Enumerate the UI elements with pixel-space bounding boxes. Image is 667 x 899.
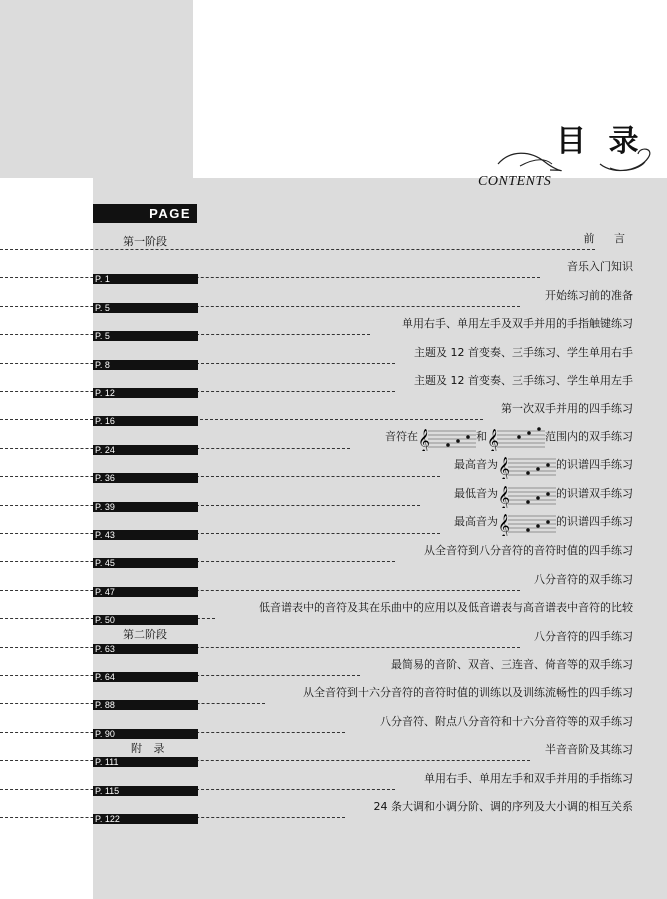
leader-dash-line	[0, 533, 440, 534]
page-column-header: PAGE	[93, 204, 197, 223]
toc-entry[interactable]	[0, 513, 667, 540]
page-number: P. 1	[95, 274, 110, 285]
toc-entry-title: 前 言	[583, 232, 633, 245]
stage-label-2: 第二阶段	[123, 628, 167, 641]
page-number-bar	[93, 303, 198, 313]
toc-entry-title: 单用右手、单用左手及双手并用的手指触键练习	[402, 317, 633, 331]
toc-entry[interactable]	[0, 770, 667, 796]
page-number: P. 24	[95, 444, 115, 455]
page-number: P. 111	[95, 757, 119, 768]
toc-entry-title: 八分音符的双手练习	[534, 572, 633, 586]
toc-entry-title-part: 音符在	[385, 429, 418, 443]
toc-entry[interactable]	[0, 258, 667, 285]
toc-entry-title	[454, 480, 633, 508]
page-number-bar	[93, 473, 198, 483]
page-number-bar	[93, 786, 198, 796]
toc-entry-title: 从全音符到八分音符的音符时值的四手练习	[424, 544, 633, 558]
toc-entry-title: 单用右手、单用左手和双手并用的手指练习	[424, 771, 633, 785]
page-number: P. 12	[95, 388, 115, 398]
page-number: P. 90	[95, 728, 115, 739]
toc-entry[interactable]	[0, 798, 667, 824]
page-number-bar	[93, 388, 198, 398]
page-number-bar	[93, 757, 198, 767]
svg-text:𝄞: 𝄞	[498, 484, 510, 508]
stage-label-appendix: 附 录	[131, 742, 169, 755]
stage-label-1: 第一阶段	[123, 235, 167, 248]
page-number-bar	[93, 615, 198, 625]
toc-entry[interactable]	[0, 713, 667, 739]
toc-entry-title: 主题及 12 首变奏、三手练习、学生单用左手	[414, 374, 633, 387]
page-number-bar	[93, 672, 198, 682]
page-title: 目 录	[556, 124, 645, 159]
page-number: P. 122	[95, 814, 120, 824]
page-number: P. 115	[95, 785, 120, 796]
page-number: P. 63	[95, 643, 115, 654]
page-number-bar	[93, 416, 198, 426]
music-staff-icon	[418, 423, 476, 451]
toc-entry-title: 半音音阶及其练习	[545, 743, 633, 757]
toc-entry-title: 第一次双手并用的四手练习	[501, 402, 633, 416]
page-title-english: CONTENTS	[478, 174, 552, 189]
leader-dash-line	[0, 249, 595, 250]
leader-dash-line	[0, 760, 530, 761]
leader-dash-line	[0, 419, 483, 420]
svg-text:𝄞: 𝄞	[498, 513, 510, 536]
music-staff-icon	[487, 423, 545, 451]
page-number: P. 43	[95, 530, 115, 540]
toc-entry[interactable]	[0, 427, 667, 455]
toc-entry[interactable]	[0, 599, 667, 626]
page-number: P. 16	[95, 416, 115, 427]
page-number: P. 47	[95, 586, 115, 597]
page-number: P. 50	[95, 615, 115, 626]
toc-entry-title-part: 范围内的双手练习	[545, 429, 633, 443]
toc-entry[interactable]	[0, 628, 667, 654]
toc-entry-title: 24 条大调和小调分阶、调的序列及大小调的相互关系	[373, 800, 633, 813]
toc-entry-title: 开始练习前的准备	[545, 288, 633, 302]
svg-text:𝄞: 𝄞	[418, 427, 430, 451]
page-number-bar	[93, 530, 198, 540]
page-number: P. 88	[95, 700, 115, 711]
toc-entry-title: 音乐入门知识	[567, 260, 633, 274]
toc-entry-title	[454, 508, 633, 536]
page-number: P. 5	[95, 331, 110, 342]
toc-entry-title	[385, 423, 633, 451]
music-staff-icon	[498, 451, 556, 479]
toc-entry[interactable]	[0, 456, 667, 484]
toc-entry-title: 最简易的音阶、双音、三连音、倚音等的双手练习	[391, 658, 633, 671]
page-number-bar	[93, 587, 198, 597]
toc-entry[interactable]	[0, 400, 667, 427]
svg-text:𝄞: 𝄞	[487, 427, 499, 451]
leader-dash-line	[0, 590, 520, 591]
page-number-bar	[93, 644, 198, 654]
toc-entry[interactable]	[0, 484, 667, 512]
toc-entry-title: 从全音符到十六分音符的音符时值的训练以及训练流畅性的四手练习	[303, 686, 633, 700]
toc-entry-title-part: 的识谱四手练习	[556, 515, 633, 528]
page-number-bar	[93, 502, 198, 512]
music-staff-icon	[498, 508, 556, 536]
page-number: P. 64	[95, 672, 115, 682]
page-number: P. 5	[95, 302, 110, 313]
svg-text:𝄞: 𝄞	[498, 456, 510, 480]
page-number-bar	[93, 331, 198, 341]
leader-dash-line	[0, 306, 520, 307]
leader-dash-line	[0, 277, 540, 278]
toc-entry[interactable]	[0, 542, 667, 569]
toc-entry-title-part: 最高音为	[454, 458, 498, 472]
toc-entry-title-part: 的识谱四手练习	[556, 458, 633, 472]
toc-entry-title-part: 最高音为	[454, 515, 498, 528]
leader-dash-line	[0, 647, 520, 648]
page-number-bar	[93, 360, 198, 370]
toc-entry[interactable]	[0, 656, 667, 682]
page-number-bar	[93, 729, 198, 739]
toc-entry-title: 低音谱表中的音符及其在乐曲中的应用以及低音谱表与高音谱表中音符的比较	[259, 601, 633, 615]
toc-entry[interactable]	[0, 344, 667, 370]
toc-entry-title-part: 的识谱双手练习	[556, 486, 633, 500]
page-number: P. 36	[95, 473, 115, 484]
background-bottom-panel	[93, 812, 667, 899]
page-number-bar	[93, 814, 198, 824]
page-number: P. 45	[95, 558, 115, 569]
leader-dash-line	[0, 476, 440, 477]
page-number: P. 8	[95, 359, 110, 370]
toc-entry-title	[454, 451, 633, 479]
toc-entry[interactable]	[0, 571, 667, 597]
page-number-bar	[93, 558, 198, 568]
toc-entry[interactable]	[0, 372, 667, 398]
page-number-bar	[93, 445, 198, 455]
toc-entry[interactable]	[0, 315, 667, 342]
toc-entry-title: 主题及 12 首变奏、三手练习、学生单用右手	[414, 345, 633, 359]
page-number: P. 39	[95, 501, 115, 512]
background-top-panel	[0, 0, 193, 178]
toc-entry-title: 八分音符、附点八分音符和十六分音符等的双手练习	[380, 714, 633, 728]
music-staff-icon	[498, 480, 556, 508]
page-number-bar	[93, 700, 198, 710]
toc-entry-title-part: 最低音为	[454, 486, 498, 500]
leader-dash-line	[0, 505, 420, 506]
toc-entry-title-part: 和	[476, 429, 487, 443]
toc-entry[interactable]	[0, 287, 667, 313]
page-number-bar	[93, 274, 198, 284]
toc-entry-title: 八分音符的四手练习	[534, 629, 633, 643]
toc-entry[interactable]	[0, 230, 667, 250]
toc-entry[interactable]	[0, 684, 667, 711]
toc-entry[interactable]	[0, 741, 667, 768]
